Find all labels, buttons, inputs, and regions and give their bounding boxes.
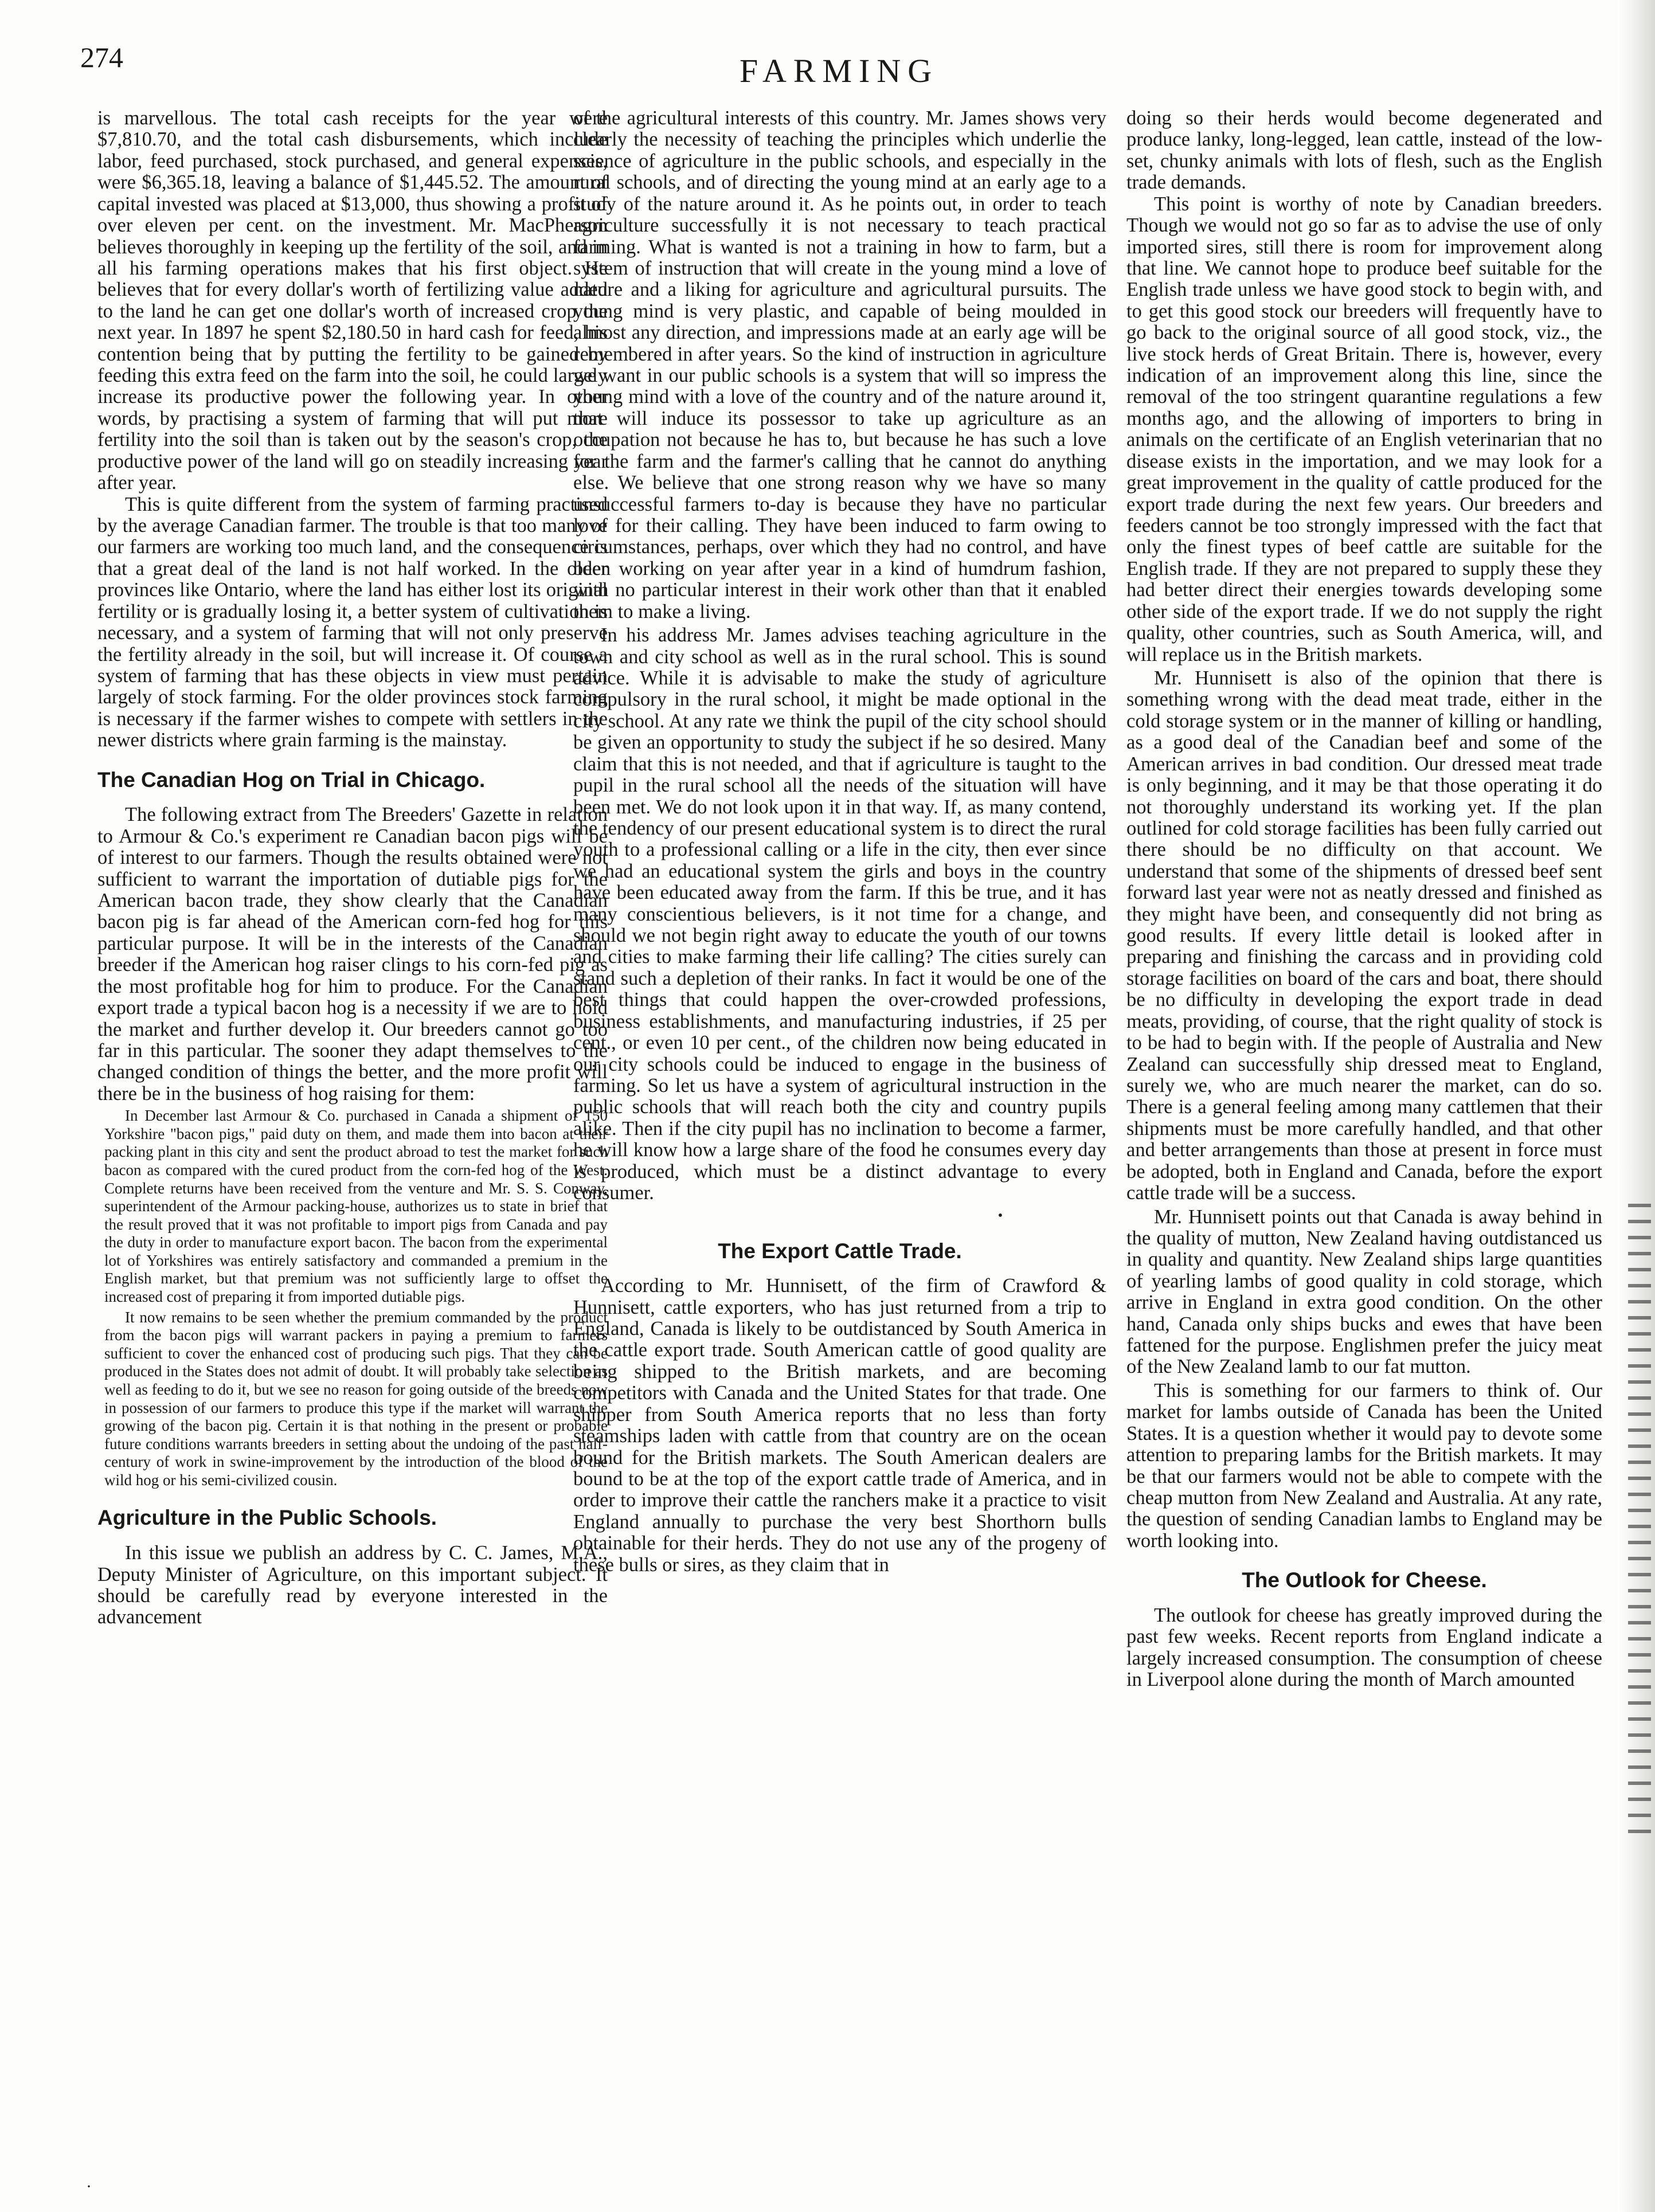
paragraph: In his address Mr. James advises teaching agriculture in the town and city school as well as in the rural school. This is sound advice. While it is advisable to make the study of agriculture compulsory in the rural school, it might be made optional in the city school. At any rate we think the pupil of the city school should be given an opportunity to study the subject if he so desired. Many claim that this is not needed, and that if agriculture is taught to the pupil in the rural school all the needs of the situation will have been met. We do not look upon it in that way. If, as many contend, the tendency of our present educational system is to direct the rural youth to a professional calling or a life in the city, then ever since we had an educational system the girls and boys in the country have been educated away from the farm. If this be true, and it has many conscientious believers, is it not time for a change, and should we not begin right away to educate the youth of our towns and cities to make farming their life calling? The cities surely can stand such a depletion of their ranks. In fact it would be one of the best things that could happen the over-crowded professions, business establishments, and manufacturing industries, if 25 per cent., or even 10 per cent., of the children now being educated in our city schools could be induced to engage in the business of farming. So let us have a system of agricultural instruction in the public schools that will reach both the city and country pupils alike. Then if the city pupil has no inclination to become a farmer, he will know how a large share of the food he consumes every day is produced, which must be a distinct advantage to every consumer.	[573, 624, 1106, 1204]
section-heading-export-cattle: The Export Cattle Trade.	[718, 1239, 962, 1263]
column-3	[1126, 108, 1602, 2183]
block-quote: In December last Armour & Co. purchased in Canada a shipment of 150 Yorkshire "bacon pigs," paid duty on them, and made them into bacon at their packing plant in this city and sent the product abroad to test the market for such bacon as compared with the cured product from the corn-fed hog of the West. Complete returns have been received from the venture and Mr. S. S. Conway, superintendent of the Armour packing-house, authorizes us to state in brief that the result proved that it was not profitable to import pigs from Canada and pay the duty in order to manufacture export bacon. The bacon from the experimental lot of Yorkshires was entirely satisfactory and commanded a premium in the English market, but that premium was not sufficiently large to offset the increased cost of preparing it from imported dutiable pigs.	[104, 1107, 608, 1306]
block-quote: It now remains to be seen whether the premium commanded by the product from the bacon pigs will warrant packers in paying a premium to farmers sufficient to cover the enhanced cost of producing such pigs. That they can be produced in the States does not admit of doubt. It will probably take selection as well as feeding to do it, but we see no reason for going outside of the breeds now in possession of our farmers to produce this type if the market will warrant the growing of the bacon pig. Certain it is that nothing in the present or probable future conditions warrants breeders in setting about the undoing of the past half-century of work in swine-improvement by the introduction of the blood of the wild hog or his semi-civilized cousin.	[104, 1308, 608, 1489]
page-edge-marks	[1628, 1204, 1651, 1834]
paragraph: is marvellous. The total cash receipts for the year were $7,810.70, and the total cash disbursements, which include labor, feed purchased, stock purchased, and general expenses, were $6,365.18, leaving a balance of $1,445.52. The amount of capital invested was placed at $13,000, thus showing a profit of over eleven per cent. on the investment. Mr. MacPherson believes thoroughly in keeping up the fertility of the soil, and in all his farming operations makes that his first object. He believes that for every dollar's worth of fertilizing value added to the land he can get one dollar's worth of increased crop the next year. In 1897 he spent $2,180.50 in hard cash for feed, his contention being that by putting the fertility to be gained by feeding this extra feed on the farm into the soil, he could largely increase its productive power the following year. In other words, by practising a system of farming that will put more fertility into the soil than is taken out by the season's crop, the productive power of the land will go on steadily increasing year after year.	[97, 108, 608, 494]
paragraph: This is something for our farmers to think of. Our market for lambs outside of Canada has been the United States. It is a question whether it would pay to devote some attention to preparing lambs for the British markets. It may be that our farmers would not be able to compete with the cheap mutton from New Zealand and Australia. At any rate, the question of sending Canadian lambs to England may be worth looking into.	[1126, 1379, 1602, 1552]
paragraph: In this issue we publish an address by C. C. James, M.A., Deputy Minister of Agriculture, on this important subject. It should be carefully read by everyone interested in the advancement	[97, 1542, 608, 1628]
paragraph: Mr. Hunnisett is also of the opinion that there is something wrong with the dead meat trade, either in the cold storage system or in the manner of killing or handling, as a good deal of the Canadian beef and some of the American arrives in bad condition. Our dressed meat trade is only beginning, and it may be that those operating it do not thoroughly understand its working yet. If the plan outlined for cold storage facilities has been fully carried out there should be no difficulty on that account. We understand that some of the shipments of dressed beef sent forward last year were not as neatly dressed and finished as they might have been, and consequently did not bring as good results. If every little detail is looked after in preparing and finishing the carcass and in providing cold storage facilities on board of the cars and boat, there should be no difficulty in developing the export trade in dead meats, providing, of course, that the right quality of stock is to be had to begin with. If the people of Australia and New Zealand can successfully ship dressed meat to England, surely we, who are much nearer the market, can do so. There is a general feeling among many cattlemen that their shipments must be more carefully handled, and that other and better arrangements than those at present in force must be adopted, both in England and Canada, before the export cattle trade will be a success.	[1126, 667, 1602, 1204]
paragraph: The following extract from The Breeders' Gazette in relation to Armour & Co.'s experiment re Canadian bacon pigs will be of interest to our farmers. Though the results obtained were not sufficient to warrant the importation of dutiable pigs for the American bacon trade, they show clearly that the Canadian bacon pig is far ahead of the American corn-fed hog for this particular purpose. It will be in the interests of the Canadian breeder if the American hog raiser clings to his corn-fed pig as the most profitable hog for him to produce. For the Canadian export trade a typical bacon hog is a necessity if we are to hold the market and further develop it. Our breeders cannot go too far in this particular. The sooner they adapt themselves to the changed condition of things the better, and the more profit will there be in the business of hog raising for them:	[97, 804, 608, 1105]
page-edge-shadow	[1618, 0, 1655, 2212]
column-2	[573, 108, 1106, 2183]
paragraph: This point is worthy of note by Canadian breeders. Though we would not go so far as to advise the use of only imported sires, still there is room for improvement along that line. We cannot hope to produce beef suitable for the English trade unless we have good stock to begin with, and to get this good stock our breeders will frequently have to go back to the original source of all good stock, viz., the live stock herds of Great Britain. There is, however, every indication of an improvement along this line, since the removal of the too stringent quarantine regulations a few months ago, and the allowing of importers to bring in animals on the certificate of an English veterinarian that no disease exists in the importation, and we may look for a great improvement in the quality of cattle produced for the export trade during the next few years. Our breeders and feeders cannot be too strongly impressed with the fact that only the finest types of beef cattle are suitable for the English trade. If they are not prepared to supply these they had better direct their energies towards developing some other side of the export trade. If we do not supply the right quality, other countries, such as South America, will, and will replace us in the British markets.	[1126, 193, 1602, 665]
running-title: FARMING	[740, 52, 939, 89]
paragraph: doing so their herds would become degenerated and produce lanky, long-legged, lean cattle, instead of the low-set, chunky animals with lots of flesh, such as the English trade demands.	[1126, 108, 1602, 194]
page-number: 274	[80, 41, 123, 73]
section-heading-outlook-cheese: The Outlook for Cheese.	[1242, 1568, 1487, 1592]
paragraph: According to Mr. Hunnisett, of the firm of Crawford & Hunnisett, cattle exporters, who has just returned from a trip to England, Canada is likely to be outdistanced by South America in the cattle export trade. South American cattle of good quality are being shipped to the British markets, and are becoming competitors with Canada and the United States for that trade. One shipper from South America reports that no less than forty steamships laden with cattle from that country are on the ocean bound for the British markets. The South American dealers are bound to be at the top of the export cattle trade of America, and in order to improve their cattle the ranchers make it a practice to visit England annually to purchase the very best Shorthorn bulls obtainable for their herds. They do not use any of the progeny of these bulls or sires, as they claim that in	[573, 1275, 1106, 1576]
column-1	[97, 108, 608, 2183]
section-heading-agriculture-schools: Agriculture in the Public Schools.	[97, 1506, 437, 1530]
paragraph: Mr. Hunnisett points out that Canada is away behind in the quality of mutton, New Zealand having outdistanced us in quality and quantity. New Zealand ships large quantities of yearling lambs of good quality in cold storage, which arrive in England in extra good condition. On the other hand, Canada only ships bucks and ewes that have been fattened for the purpose. Englishmen prefer the juicy meat of the New Zealand lamb to our fat mutton.	[1126, 1205, 1602, 1378]
section-heading-canadian-hog: The Canadian Hog on Trial in Chicago.	[97, 768, 486, 792]
paragraph: of the agricultural interests of this country. Mr. James shows very clearly the necessity of teaching the principles which underlie the science of agriculture in the public schools, and especially in the rural schools, and of directing the young mind at an early age to a study of the nature around it. As he points out, in order to teach agriculture successfully it is not necessary to teach practical farming. What is wanted is not a training in how to farm, but a system of instruction that will create in the young mind a love of nature and a liking for agriculture and agricultural pursuits. The young mind is very plastic, and capable of being moulded in almost any direction, and impressions made at an early age will be remembered in after years. So the kind of instruction in agriculture we want in our public schools is a system that will so impress the young mind with a love of the country and of the nature around it, that will induce its possessor to take up agriculture as an occupation not because he has to, but because he has such a love for the farm and the farmer's calling that he cannot do anything else. We believe that one strong reason why we have so many unsuccessful farmers to-day is because they have no particular love for their calling. They have been induced to farm owing to circumstances, perhaps, over which they had no control, and have been working on year after year in a kind of humdrum fashion, with no particular interest in their work other than that it enabled them to make a living.	[573, 108, 1106, 623]
stray-ink-mark: ·	[86, 2177, 92, 2196]
ornament-dot: •	[997, 1208, 1003, 1223]
paragraph: This is quite different from the system of farming practised by the average Canadian farmer. The trouble is that too many of our farmers are working too much land, and the consequence is that a great deal of the land is not half worked. In the older provinces like Ontario, where the land has either lost its original fertility or is gradually losing it, a better system of cultivation is necessary, and a system of farming that will not only preserve the fertility already in the soil, but will increase it. Of course a system of farming that has these objects in view must pertain largely of stock farming. For the older provinces stock farming is necessary if the farmer wishes to compete with settlers in the newer districts where grain farming is the mainstay.	[97, 493, 608, 751]
paragraph: The outlook for cheese has greatly improved during the past few weeks. Recent reports from England indicate a largely increased consumption. The consumption of cheese in Liverpool alone during the month of March amounted	[1126, 1604, 1602, 1691]
